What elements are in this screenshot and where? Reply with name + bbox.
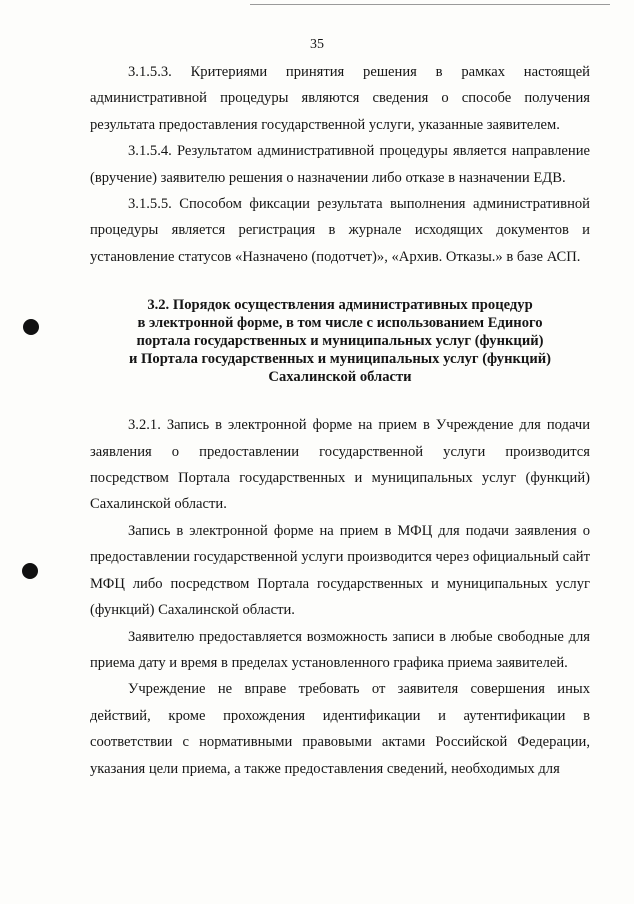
heading-line: в электронной форме, в том числе с использованием Единого (137, 315, 543, 332)
section-heading-3-2 (90, 296, 590, 386)
heading-line: 3.2. Порядок осуществления административных процедур (147, 297, 533, 314)
paragraph-institution-requirements: Учреждение не вправе требовать от заявителя совершения иных действий, кроме прохождения идентификации и аутентификации в соответствии с нормативными правовыми актами Российской Федерации, указания цели приема, а также предоставления сведений, необходимых для (90, 681, 590, 777)
paragraph-3-1-5-4: 3.1.5.4. Результатом административной процедуры является направление (вручение) заявителю решения о назначении либо отказе в назначении ЕДВ. (90, 143, 590, 186)
heading-line: и Портала государственных и муниципальных услуг (функций) (128, 351, 551, 368)
paragraph-mfc-appointment: Запись в электронной форме на прием в МФЦ для подачи заявления о предоставлении государственной услуги производится через официальный сайт МФЦ либо посредством Портала государственных и муниципальных услуг (функций) Сахалинской области. (90, 522, 590, 619)
paragraph-appointment-time: Заявителю предоставляется возможность записи в любые свободные для приема дату и время в пределах установленного графика приема заявителей. (90, 628, 590, 671)
heading-line: портала государственных и муниципальных услуг (функций) (136, 333, 544, 350)
paragraph-3-1-5-3: 3.1.5.3. Критериями принятия решения в рамках настоящей административной процедуры являются сведения о способе получения результата предоставления государственной услуги, указанные заявителем. (90, 64, 590, 133)
heading-line: Сахалинской области (268, 369, 412, 386)
document-body (90, 59, 590, 782)
page-number: 35 (310, 37, 324, 52)
punch-hole-mark (22, 563, 38, 579)
paragraph-3-2-1: 3.2.1. Запись в электронной форме на прием в Учреждение для подачи заявления о предоставлении государственной услуги производится посредством Портала государственных и муниципальных услуг (функций) Сахалинской области. (90, 417, 590, 513)
paragraph-3-1-5-5: 3.1.5.5. Способом фиксации результата выполнения административной процедуры является регистрация в журнале исходящих документов и установление статусов «Назначено (подотчет)», «Архив. Отказы.» в базе АСП. (90, 196, 590, 265)
punch-hole-mark (23, 319, 39, 335)
top-border-line (250, 4, 610, 5)
